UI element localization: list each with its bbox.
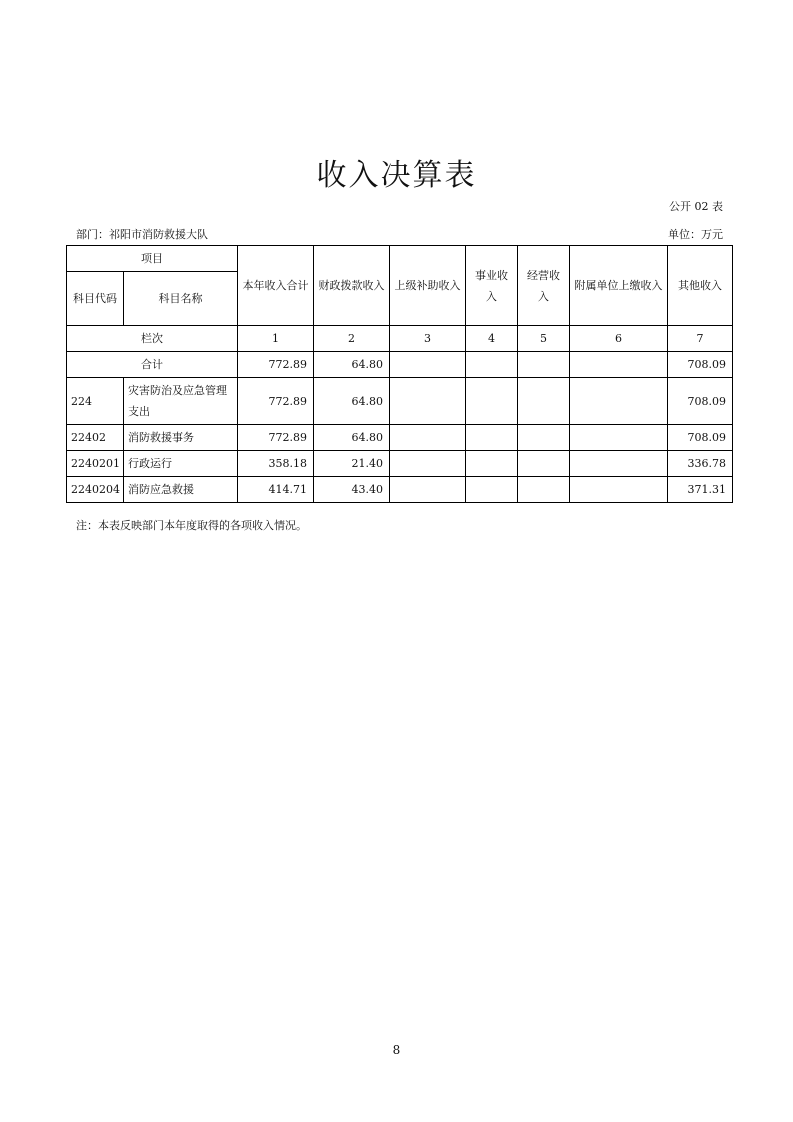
- form-number: 公开 02 表: [669, 200, 723, 213]
- cell-value: 43.40: [314, 477, 390, 503]
- cell-value: 708.09: [668, 352, 733, 378]
- cell-value: [570, 378, 668, 425]
- table-note: 注：本表反映部门本年度取得的各项收入情况。: [76, 519, 307, 532]
- cell-value: [390, 378, 466, 425]
- subject-name: 消防应急救援: [124, 477, 238, 503]
- cell-value: 358.18: [238, 451, 314, 477]
- header-col-2: 财政拨款收入: [314, 246, 390, 326]
- index-label: 栏次: [67, 326, 238, 352]
- header-col-1: 本年收入合计: [238, 246, 314, 326]
- cell-value: [466, 352, 518, 378]
- cell-value: [390, 352, 466, 378]
- cell-value: [570, 451, 668, 477]
- cell-value: [390, 425, 466, 451]
- cell-value: 64.80: [314, 425, 390, 451]
- cell-value: 708.09: [668, 378, 733, 425]
- cell-value: 64.80: [314, 352, 390, 378]
- header-project: 项目: [67, 246, 238, 272]
- total-row: [67, 352, 733, 378]
- total-label: 合计: [67, 352, 238, 378]
- cell-value: 371.31: [668, 477, 733, 503]
- unit-label: 单位：万元: [668, 228, 723, 241]
- table-row: [67, 451, 733, 477]
- subject-code: 224: [67, 378, 124, 425]
- cell-value: 772.89: [238, 425, 314, 451]
- header-col-3: 上级补助收入: [390, 246, 466, 326]
- table-row: [67, 425, 733, 451]
- cell-value: [518, 425, 570, 451]
- index-num: 3: [390, 326, 466, 352]
- cell-value: 414.71: [238, 477, 314, 503]
- index-num: 5: [518, 326, 570, 352]
- page-number: 8: [392, 1043, 401, 1057]
- subject-code: 2240204: [67, 477, 124, 503]
- cell-value: [466, 378, 518, 425]
- header-col-4: 事业收入: [466, 246, 518, 326]
- cell-value: 21.40: [314, 451, 390, 477]
- index-num: 7: [668, 326, 733, 352]
- cell-value: [466, 477, 518, 503]
- header-name: 科目名称: [124, 272, 238, 326]
- cell-value: [518, 451, 570, 477]
- subject-name: 消防救援事务: [124, 425, 238, 451]
- index-num: 6: [570, 326, 668, 352]
- subject-name: 灾害防治及应急管理支出: [124, 378, 238, 425]
- cell-value: [570, 477, 668, 503]
- cell-value: [518, 378, 570, 425]
- subject-code: 2240201: [67, 451, 124, 477]
- header-code: 科目代码: [67, 272, 124, 326]
- cell-value: [466, 451, 518, 477]
- cell-value: 708.09: [668, 425, 733, 451]
- table-row: [67, 477, 733, 503]
- table-row: [67, 378, 733, 425]
- header-col-6: 附属单位上缴收入: [570, 246, 668, 326]
- department-label: 部门：祁阳市消防救援大队: [76, 228, 208, 241]
- index-num: 1: [238, 326, 314, 352]
- index-num: 4: [466, 326, 518, 352]
- header-row: [67, 246, 733, 272]
- subject-name: 行政运行: [124, 451, 238, 477]
- subject-code: 22402: [67, 425, 124, 451]
- cell-value: [390, 451, 466, 477]
- cell-value: [518, 352, 570, 378]
- cell-value: 336.78: [668, 451, 733, 477]
- cell-value: [518, 477, 570, 503]
- page-title: 收入决算表: [316, 158, 477, 193]
- cell-value: 772.89: [238, 378, 314, 425]
- index-row: [67, 326, 733, 352]
- cell-value: [570, 352, 668, 378]
- index-num: 2: [314, 326, 390, 352]
- cell-value: 64.80: [314, 378, 390, 425]
- header-col-7: 其他收入: [668, 246, 733, 326]
- cell-value: [466, 425, 518, 451]
- cell-value: [390, 477, 466, 503]
- income-table: [66, 245, 733, 503]
- cell-value: [570, 425, 668, 451]
- cell-value: 772.89: [238, 352, 314, 378]
- header-col-5: 经营收入: [518, 246, 570, 326]
